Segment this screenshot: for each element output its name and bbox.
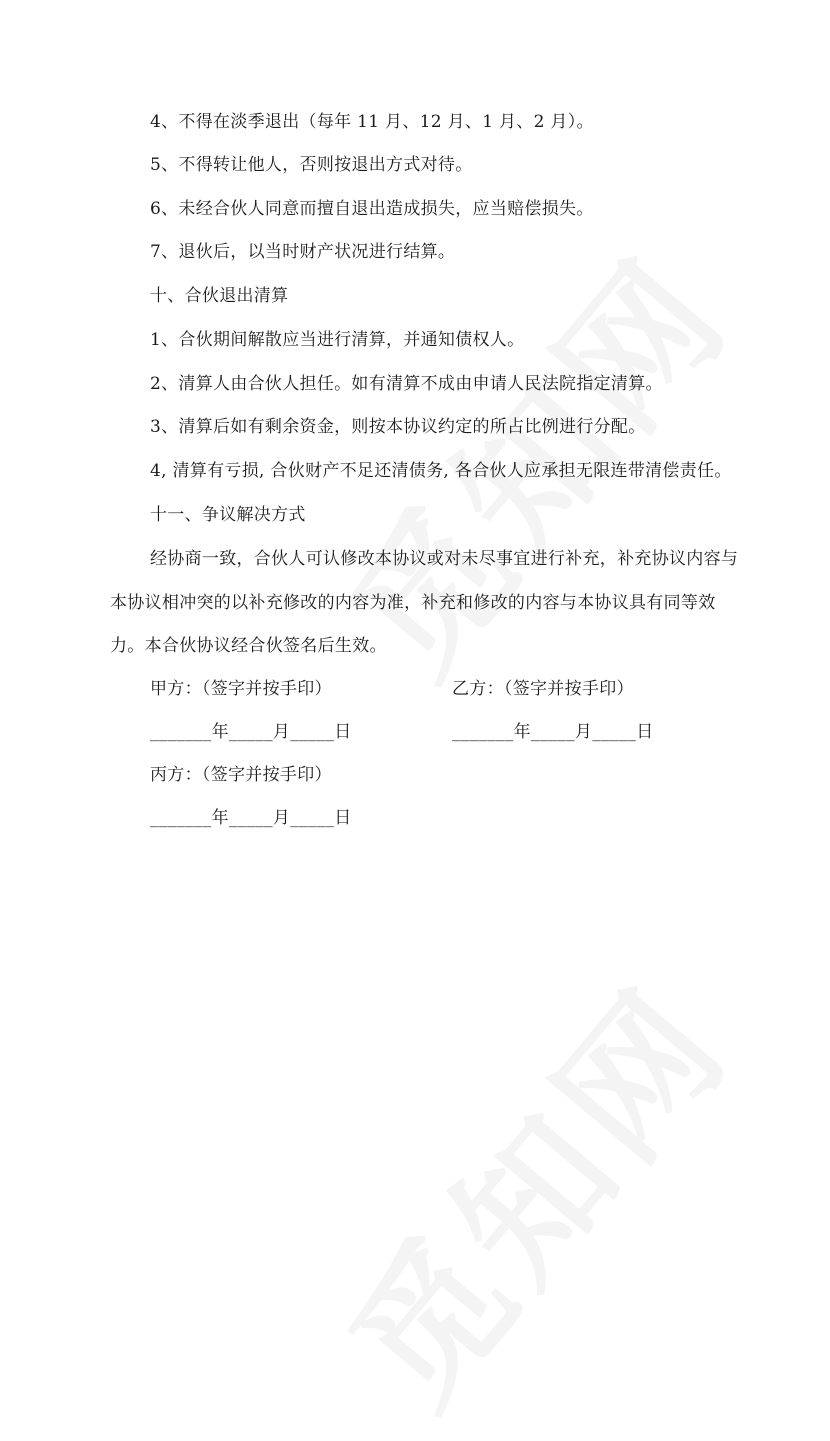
- paragraph-line: 经协商一致，合伙人可认修改本协议或对未尽事宜进行补充，补充协议内容与: [150, 549, 739, 569]
- party-b-signature-label: 乙方：（签字并按手印）: [452, 679, 634, 699]
- watermark: [293, 935, 767, 1441]
- clause-line: 4, 清算有亏损, 合伙财产不足还清债务, 各合伙人应承担无限连带清偿责任。: [150, 461, 732, 481]
- clause-line: 6、未经合伙人同意而擅自退出造成损失，应当赔偿损失。: [150, 199, 594, 219]
- section-heading: 十、合伙退出清算: [150, 286, 289, 306]
- clause-line: 2、清算人由合伙人担任。如有清算不成由申请人民法院指定清算。: [150, 374, 663, 394]
- clause-line: 4、不得在淡季退出（每年 11 月、12 月、1 月、2 月）。: [150, 112, 594, 132]
- party-a-date-line: _______年_____月_____日: [150, 722, 352, 742]
- clause-line: 1、合伙期间解散应当进行清算，并通知债权人。: [150, 330, 525, 350]
- clause-line: 7、退伙后，以当时财产状况进行结算。: [150, 242, 456, 262]
- party-b-date-line: _______年_____月_____日: [452, 722, 654, 742]
- paragraph-line: 力。本合伙协议经合伙签名后生效。: [110, 636, 387, 656]
- party-c-signature-label: 丙方：（签字并按手印）: [150, 765, 332, 785]
- paragraph-line: 本协议相冲突的以补充修改的内容为准，补充和修改的内容与本协议具有同等效: [110, 593, 716, 613]
- clause-line: 3、清算后如有剩余资金，则按本协议约定的所占比例进行分配。: [150, 417, 646, 437]
- clause-line: 5、不得转让他人，否则按退出方式对待。: [150, 155, 473, 175]
- party-c-date-line: _______年_____月_____日: [150, 808, 352, 828]
- party-a-signature-label: 甲方：（签字并按手印）: [150, 679, 332, 699]
- section-heading: 十一、争议解决方式: [150, 505, 306, 525]
